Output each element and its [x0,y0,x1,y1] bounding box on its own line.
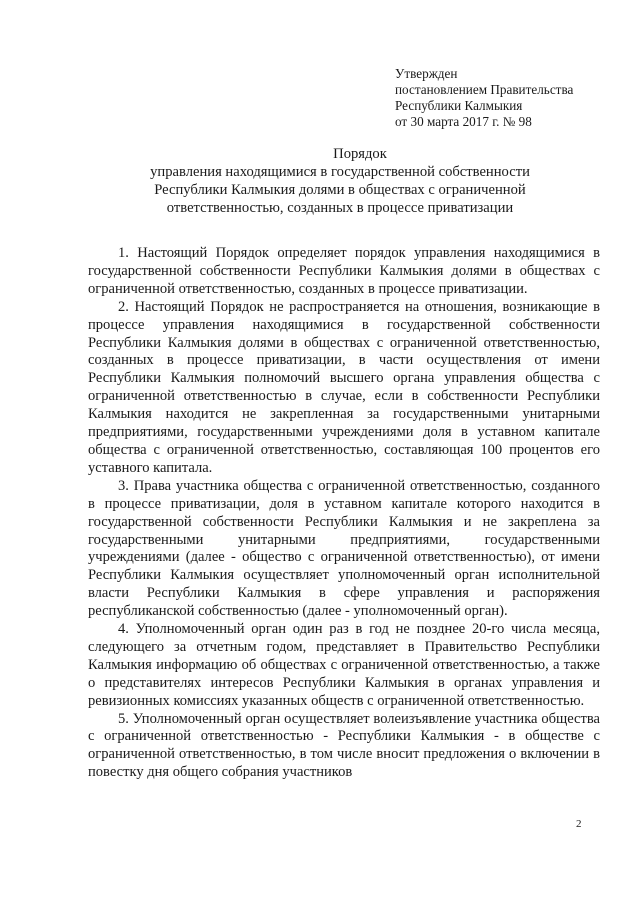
paragraph-5: 5. Уполномоченный орган осуществляет волеизъявление участника общества с ограниченной ответственностью - Республики Калмыкия - в обществе с ограниченной ответственностью, в том числе вносит предложения о включении в повестку дня общего собрания участников [88,710,600,781]
title-heading: Порядок [333,146,387,162]
title-line-1: управления находящимися в государственной собственности [150,164,530,180]
paragraph-3: 3. Права участника общества с ограниченной ответственностью, созданного в процессе приватизации, доля в уставном капитале которого находится в государственной собственности Республики Калмыкия и не закреплена за государственными унитарными предприятиями, государственными учреждениями (далее - общество с ограниченной ответственностью), от имени Республики Калмыкия осуществляет уполномоченный орган исполнительной власти Республики Калмыкия в сфере управления и распоряжения республиканской собственностью (далее - уполномоченный орган). [88,477,600,620]
approval-line-republic: Республики Калмыкия [395,98,523,113]
title-line-2: Республики Калмыкия долями в обществах с ограниченной [154,182,526,198]
paragraph-1: 1. Настоящий Порядок определяет порядок управления находящимися в государственной собственности Республики Калмыкия долями в обществах с ограниченной ответственностью, созданных в процессе приватизации. [88,245,600,297]
title-line-3: ответственностью, созданных в процессе приватизации [166,200,514,216]
page-number: 2 [576,818,582,830]
approval-line-date: от 30 марта 2017 г. № 98 [395,114,532,129]
approval-stamp [395,66,625,130]
paragraph-2: 2. Настоящий Порядок не распространяется на отношения, возникающие в процессе управления находящимися в государственной собственности Республики Калмыкия долями в обществах с ограниченной ответственностью, созданных в процессе приватизации, в части осуществления от имени Республики Калмыкия полномочий высшего органа управления общества с ограниченной ответственностью в случае, если в собственности Республики Калмыкия находится не закрепленная за государственными унитарными предприятиями, государственными учреждениями доля в уставном капитале общества с ограниченной ответственностью, составляющая 100 процентов его уставного капитала. [88,298,600,476]
document-body [88,245,600,782]
document-title [60,145,620,217]
paragraph-4: 4. Уполномоченный орган один раз в год не позднее 20-го числа месяца, следующего за отчетным годом, представляет в Правительство Республики Калмыкия информацию об обществах с ограниченной ответственностью, а также о представителях интересов Республики Калмыкия в органах управления и ревизионных комиссиях указанных обществ с ограниченной ответственностью. [88,621,600,709]
approval-line-approved: Утвержден [395,66,458,81]
approval-line-resolution: постановлением Правительства [395,82,574,97]
